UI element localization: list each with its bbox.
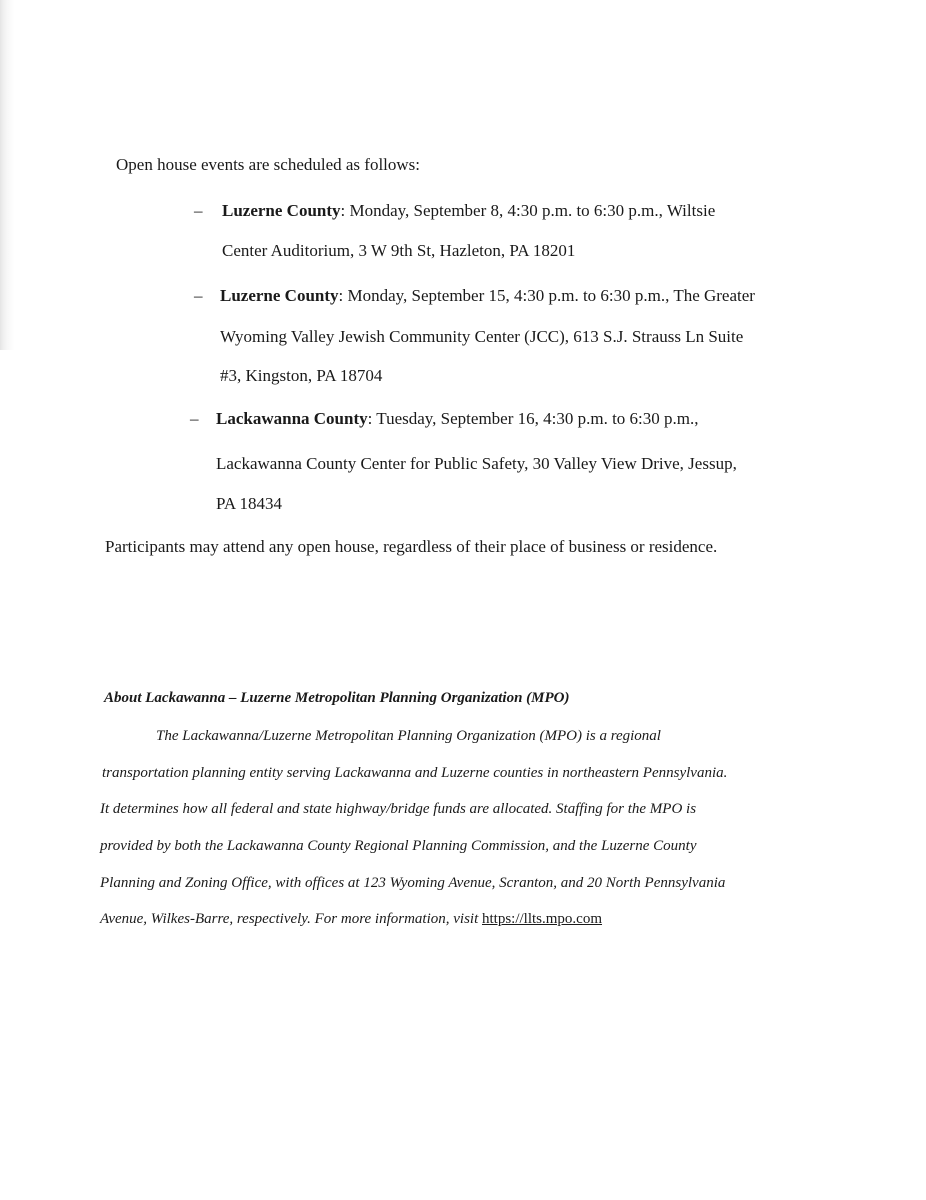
- scan-edge-shadow: [0, 0, 14, 350]
- event-line-1: [220, 286, 755, 306]
- event-details: : Monday, September 8, 4:30 p.m. to 6:30 p.m., Wiltsie: [340, 201, 716, 220]
- event-line-2: Wyoming Valley Jewish Community Center (JCC), 613 S.J. Strauss Ln Suite: [220, 327, 744, 346]
- event-county: Luzerne County: [220, 286, 339, 305]
- dash-bullet: –: [194, 286, 203, 305]
- event-line-3: #3, Kingston, PA 18704: [220, 366, 383, 385]
- event-line-1: [216, 409, 699, 429]
- event-line-2: Center Auditorium, 3 W 9th St, Hazleton, PA 18201: [222, 241, 576, 260]
- about-line-last: [100, 911, 602, 928]
- event-line-1: [222, 201, 715, 221]
- closing-text: Participants may attend any open house, regardless of their place of business or residence.: [105, 537, 718, 556]
- about-line-text: Avenue, Wilkes-Barre, respectively. For more information, visit: [100, 911, 479, 927]
- event-line-2: Lackawanna County Center for Public Safety, 30 Valley View Drive, Jessup,: [216, 454, 737, 473]
- about-heading: About Lackawanna – Luzerne Metropolitan Planning Organization (MPO): [104, 690, 570, 706]
- about-line: Planning and Zoning Office, with offices at 123 Wyoming Avenue, Scranton, and 20 North Pennsylvania: [100, 875, 726, 891]
- intro-text: Open house events are scheduled as follows:: [116, 155, 421, 174]
- about-line: The Lackawanna/Luzerne Metropolitan Planning Organization (MPO) is a regional: [156, 728, 661, 744]
- event-details: : Monday, September 15, 4:30 p.m. to 6:30 p.m., The Greater: [338, 286, 755, 305]
- about-line: provided by both the Lackawanna County Regional Planning Commission, and the Luzerne County: [100, 838, 697, 854]
- dash-bullet: –: [194, 201, 203, 220]
- about-line: It determines how all federal and state highway/bridge funds are allocated. Staffing for the MPO is: [100, 801, 697, 817]
- about-line: transportation planning entity serving Lackawanna and Luzerne counties in northeastern Pennsylvania.: [102, 765, 728, 781]
- dash-bullet: –: [190, 409, 199, 428]
- event-county: Lackawanna County: [216, 409, 368, 428]
- event-details: : Tuesday, September 16, 4:30 p.m. to 6:30 p.m.,: [367, 409, 699, 428]
- mpo-website-link[interactable]: https://llts.mpo.com: [482, 911, 603, 927]
- event-line-3: PA 18434: [216, 494, 282, 513]
- event-county: Luzerne County: [222, 201, 341, 220]
